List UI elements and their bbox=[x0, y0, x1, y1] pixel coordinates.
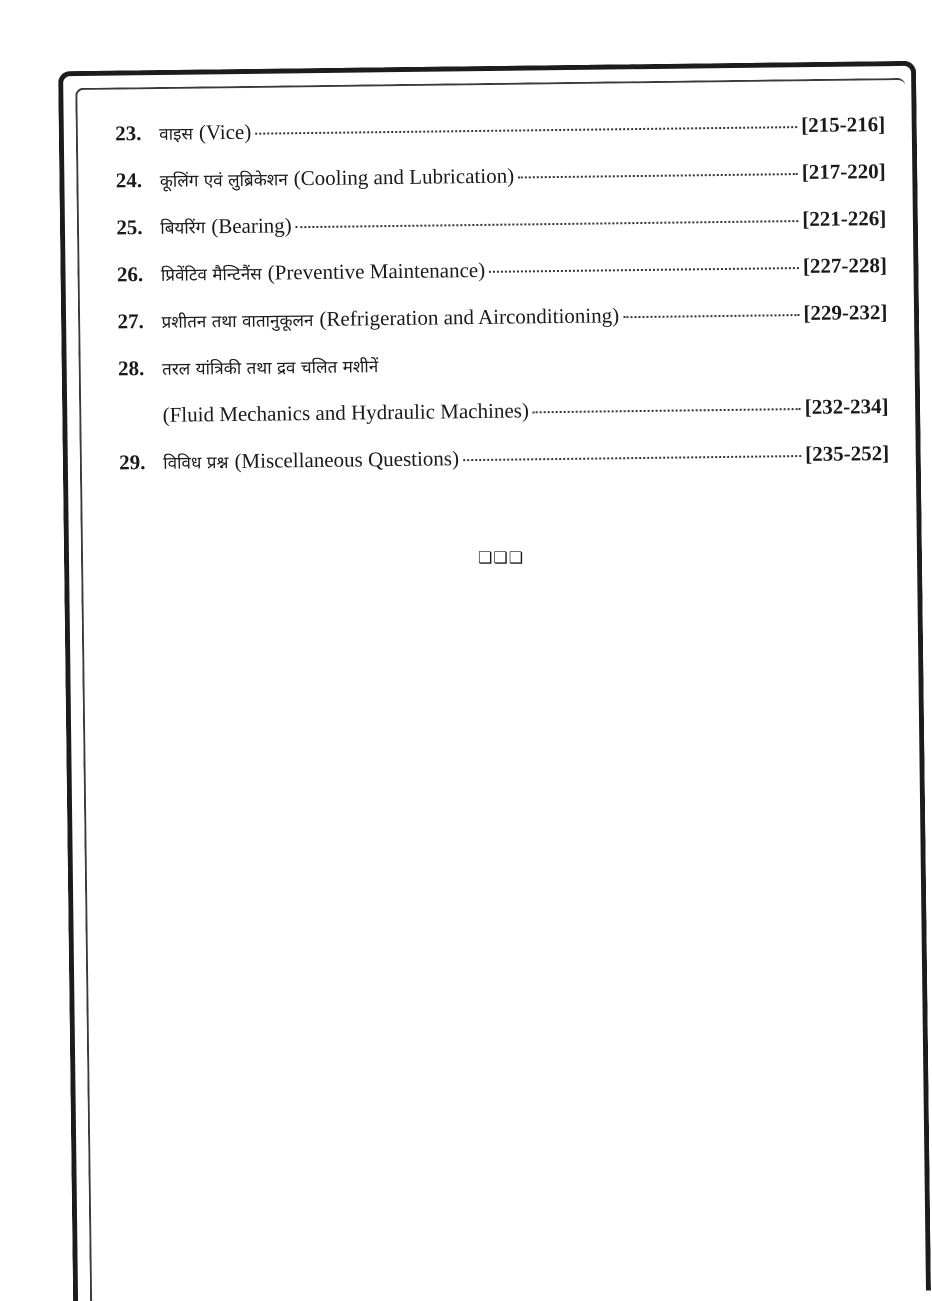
toc-number: 24. bbox=[115, 168, 143, 193]
toc-page-range: [232-234] bbox=[804, 393, 889, 420]
toc-title bbox=[160, 213, 292, 240]
toc-title bbox=[160, 164, 515, 193]
toc-title-english: (Vice) bbox=[198, 119, 252, 145]
toc-page-range: [215-216] bbox=[801, 112, 886, 138]
toc-title-english: (Fluid Mechanics and Hydraulic Machines) bbox=[162, 398, 529, 427]
toc-title bbox=[161, 303, 619, 334]
toc-page-range: [221-226] bbox=[802, 205, 887, 232]
toc-title bbox=[161, 258, 486, 287]
toc-title bbox=[162, 398, 529, 427]
dot-leader bbox=[518, 173, 798, 178]
toc-title-hindi: बियरिंग bbox=[160, 218, 206, 239]
toc-number: 27. bbox=[117, 309, 144, 334]
toc-title bbox=[163, 446, 459, 475]
toc-title-hindi: प्रशीतन तथा वातानुकूलन bbox=[161, 310, 314, 333]
toc-number: 25. bbox=[116, 215, 143, 240]
dot-leader bbox=[489, 267, 799, 273]
toc-title-hindi: प्रिवेंटिव मैन्टिनैंस bbox=[160, 264, 262, 286]
table-of-contents bbox=[115, 112, 890, 497]
toc-title bbox=[159, 120, 251, 146]
toc-page-range: [217-220] bbox=[801, 158, 886, 185]
toc-title-hindi: वाइस bbox=[159, 124, 194, 145]
toc-title-hindi: तरल यांत्रिकी तथा द्रव चलित मशीनें bbox=[161, 357, 379, 380]
dot-leader bbox=[463, 455, 801, 461]
toc-title bbox=[162, 353, 384, 381]
dot-leader bbox=[296, 220, 799, 228]
dot-leader bbox=[623, 314, 799, 318]
end-of-section-mark: ❏❏❏ bbox=[478, 548, 525, 567]
toc-title-hindi: कूलिंग एवं लुब्रिकेशन bbox=[159, 170, 288, 192]
toc-entry-29 bbox=[119, 441, 890, 497]
toc-title-english: (Miscellaneous Questions) bbox=[234, 446, 460, 473]
toc-page-range: [229-232] bbox=[803, 299, 888, 326]
toc-title-hindi: विविध प्रश्न bbox=[163, 453, 229, 474]
toc-number: 23. bbox=[115, 121, 142, 146]
toc-title-english: (Cooling and Lubrication) bbox=[293, 163, 515, 191]
dot-leader bbox=[255, 126, 797, 135]
dot-leader bbox=[533, 408, 801, 413]
toc-title-english: (Preventive Maintenance) bbox=[267, 257, 486, 285]
toc-number: 29. bbox=[119, 450, 146, 475]
toc-number: 26. bbox=[116, 262, 144, 287]
toc-page-range: [227-228] bbox=[802, 252, 888, 279]
toc-title-english: (Refrigeration and Airconditioning) bbox=[319, 303, 620, 331]
toc-page-range: [235-252] bbox=[805, 440, 890, 466]
toc-title-english: (Bearing) bbox=[211, 213, 292, 239]
toc-number: 28. bbox=[117, 356, 145, 381]
